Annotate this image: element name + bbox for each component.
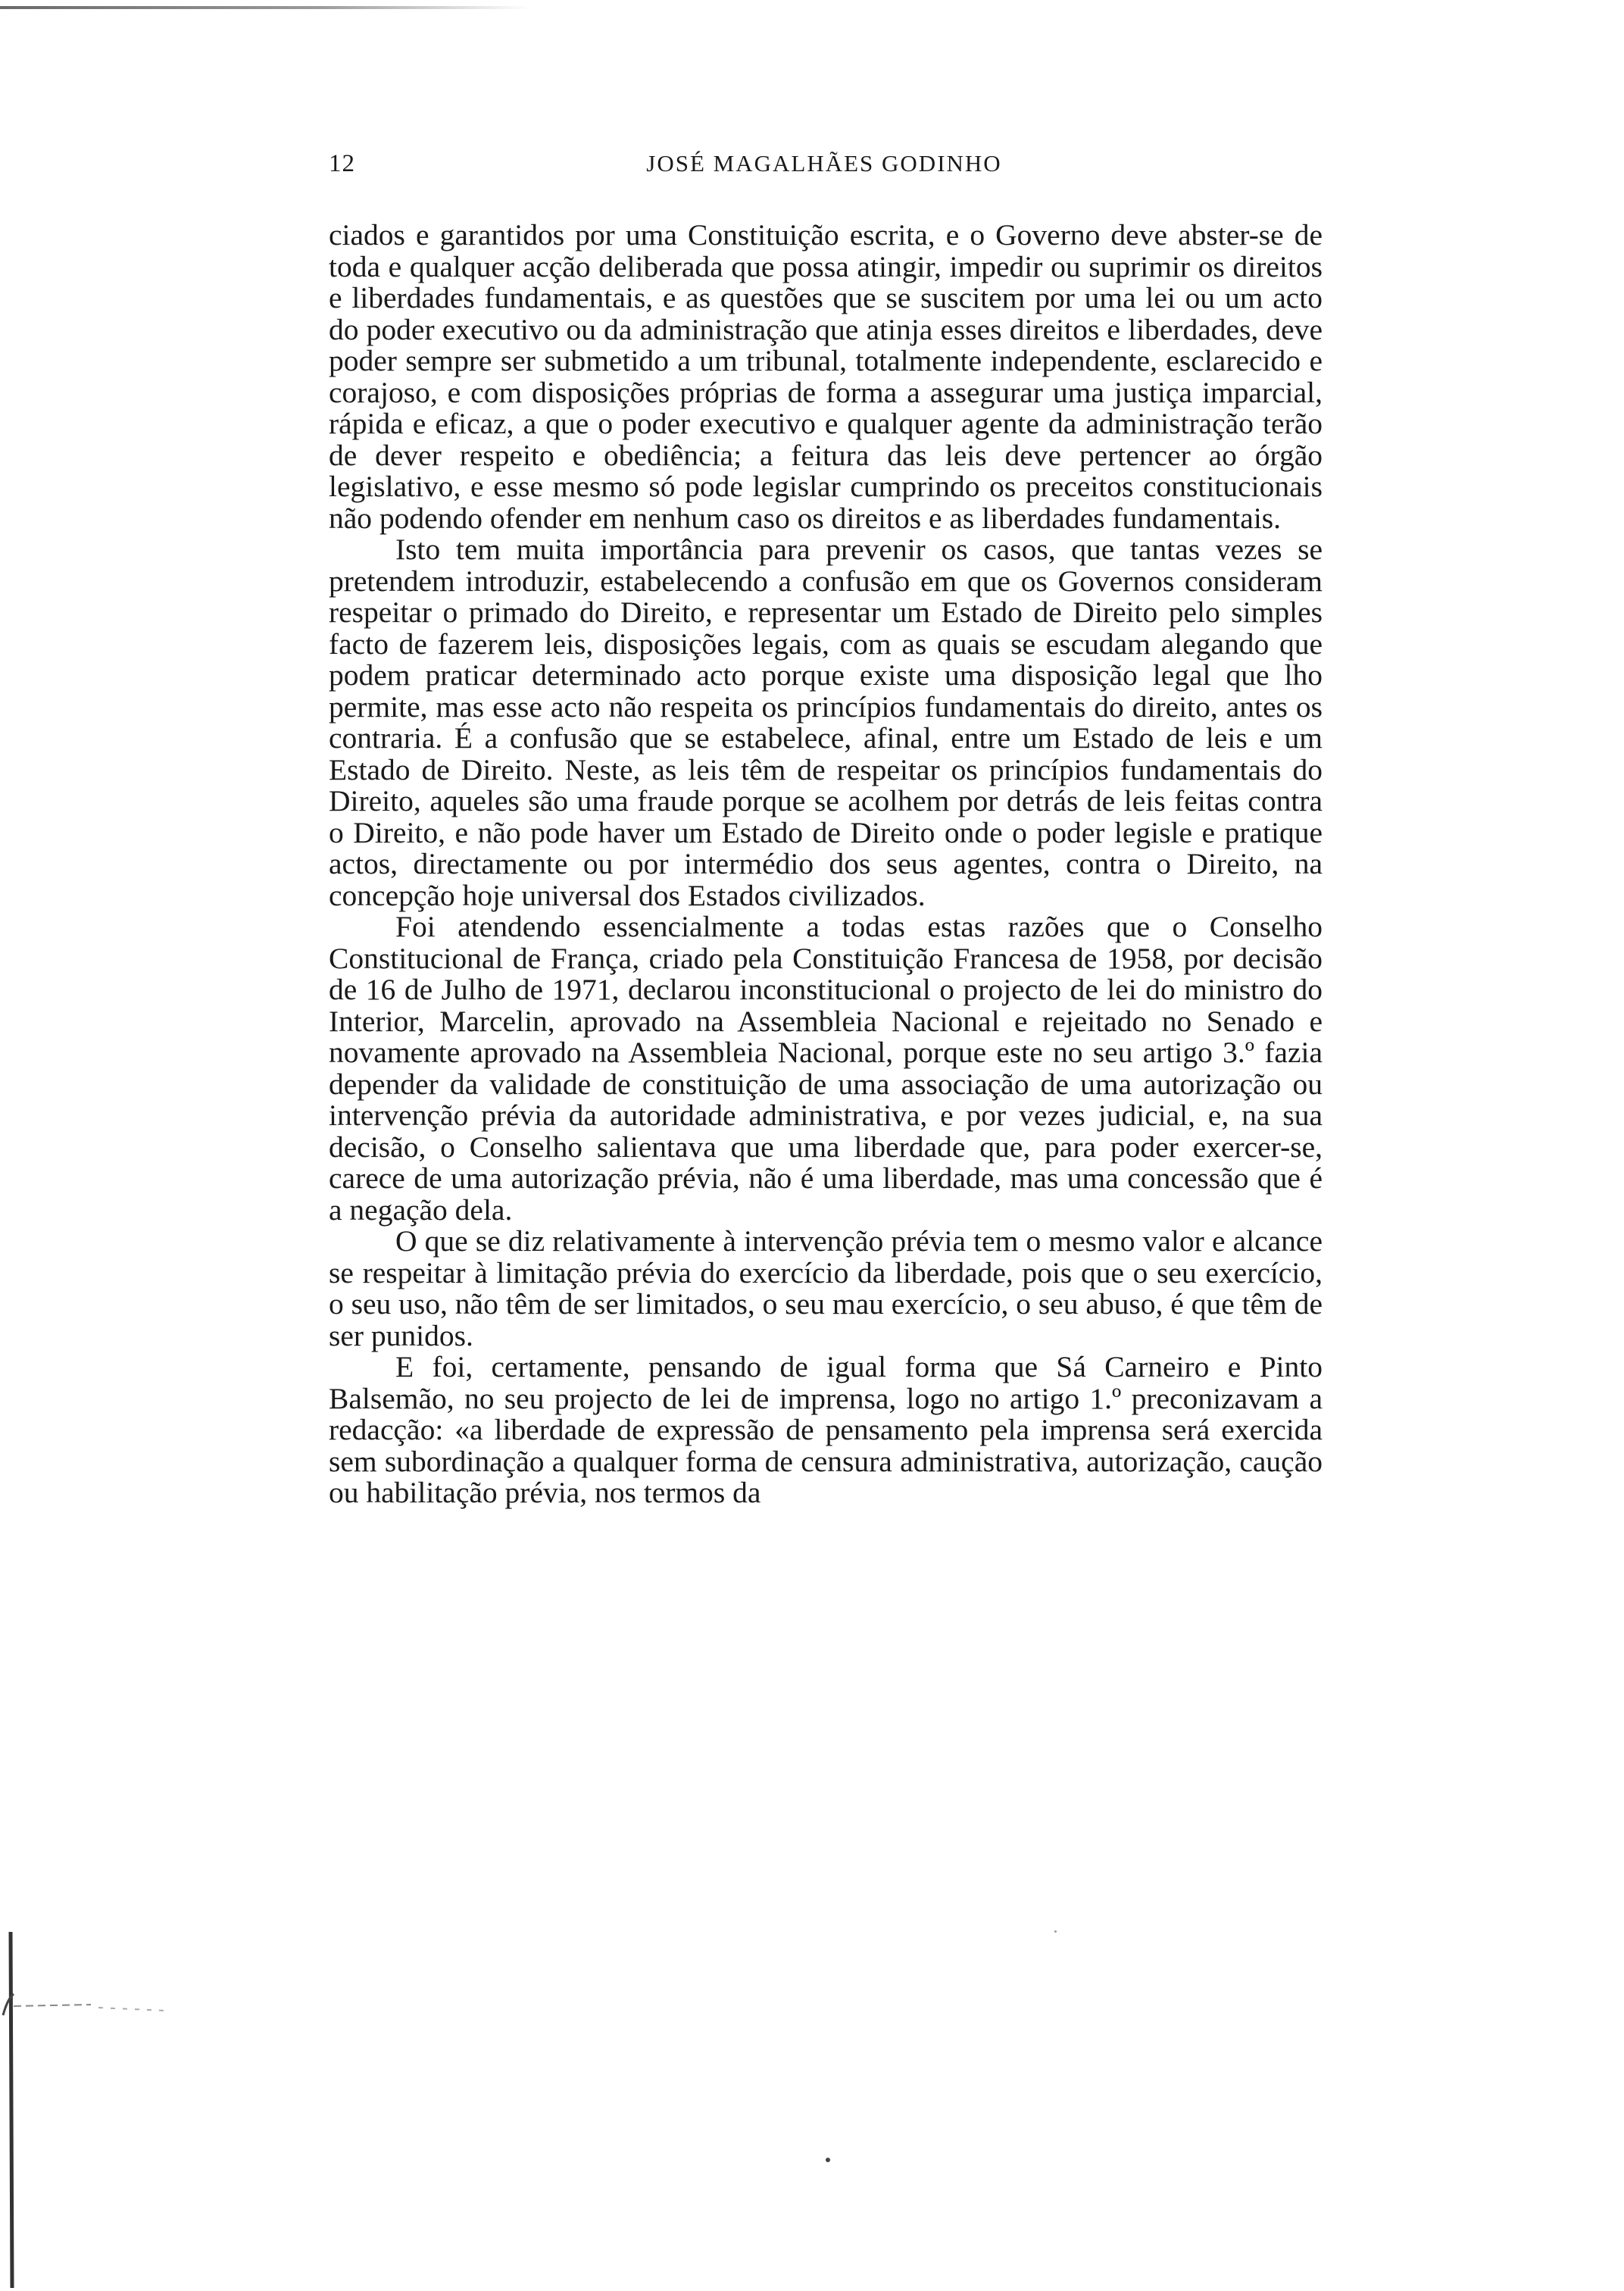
paragraph-continuation: ciados e garantidos por uma Constituição escrita, e o Governo deve abster-se de toda e qualquer acção deliberada que possa atingir, impedir ou suprimir os direitos e liberdades fundamentais, e as questões que se suscitem por uma lei ou um acto do poder executivo ou da administração que atinja esses direitos e liberdades, deve poder sempre ser submetido a um tribunal, totalmente independente, esclarecido e corajoso, e com disposições próprias de forma a assegurar uma justiça imparcial, rápida e eficaz, a que o poder executivo e qualquer agente da administração terão de dever respeito e obediência; a feitura das leis deve pertencer ao órgão legislativo, e esse mesmo só pode legislar cumprindo os preceitos constitucionais não podendo ofender em nenhum caso os direitos e as liberdades fundamentais. bbox=[329, 218, 1323, 535]
body-text bbox=[329, 220, 1323, 1509]
scan-speck bbox=[826, 2158, 830, 2162]
paragraph: O que se diz relativamente à intervenção prévia tem o mesmo valor e alcance se respeitar à limitação prévia do exercício da liberdade, pois que o seu exercício, o seu uso, não têm de ser limitados, o seu mau exercício, o seu abuso, é que têm de ser punidos. bbox=[329, 1224, 1323, 1352]
paragraph: Foi atendendo essencialmente a todas estas razões que o Conselho Constitucional de França, criado pela Constituição Francesa de 1958, por decisão de 16 de Julho de 1971, declarou inconstitucional o projecto de lei do ministro do Interior, Marcelin, aprovado na Assembleia Nacional e rejeitado no Senado e novamente aprovado na Assembleia Nacional, porque este no seu artigo 3.º fazia depender da validade de constituição de uma associação de uma autorização ou intervenção prévia da autoridade administrativa, e por vezes judicial, e, na sua decisão, o Conselho salientava que uma liberdade que, para poder exercer-se, carece de uma autorização prévia, não é uma liberdade, mas uma concessão que é a negação dela. bbox=[329, 910, 1323, 1227]
scan-speck bbox=[1054, 1930, 1057, 1933]
page-header bbox=[326, 150, 1323, 188]
scan-top-edge-rule bbox=[0, 6, 530, 9]
page-number: 12 bbox=[329, 150, 355, 177]
running-head-author: JOSÉ MAGALHÃES GODINHO bbox=[646, 150, 1002, 177]
paragraph: E foi, certamente, pensando de igual forma que Sá Carneiro e Pinto Balsemão, no seu projecto de lei de imprensa, logo no artigo 1.º preconizavam a redacção: «a liberdade de expressão de pensamento pela imprensa será exercida sem subordinação a qualquer forma de censura administrativa, autorização, caução ou habilitação prévia, nos termos da bbox=[329, 1350, 1323, 1509]
scan-corner-marks bbox=[0, 1909, 197, 2288]
paragraph: Isto tem muita importância para prevenir os casos, que tantas vezes se pretendem introduzir, estabelecendo a confusão em que os Governos consideram respeitar o primado do Direito, e representar um Estado de Direito pelo simples facto de fazerem leis, disposições legais, com as quais se escudam alegando que podem praticar determinado acto porque existe uma disposição legal que lho permite, mas esse acto não respeita os princípios fundamentais do direito, antes os contraria. É a confusão que se estabelece, afinal, entre um Estado de leis e um Estado de Direito. Neste, as leis têm de respeitar os princípios fundamentais do Direito, aqueles são uma fraude porque se acolhem por detrás de leis feitas contra o Direito, e não pode haver um Estado de Direito onde o poder legisle e pratique actos, directamente ou por intermédio dos seus agentes, contra o Direito, na concepção hoje universal dos Estados civilizados. bbox=[329, 533, 1323, 912]
